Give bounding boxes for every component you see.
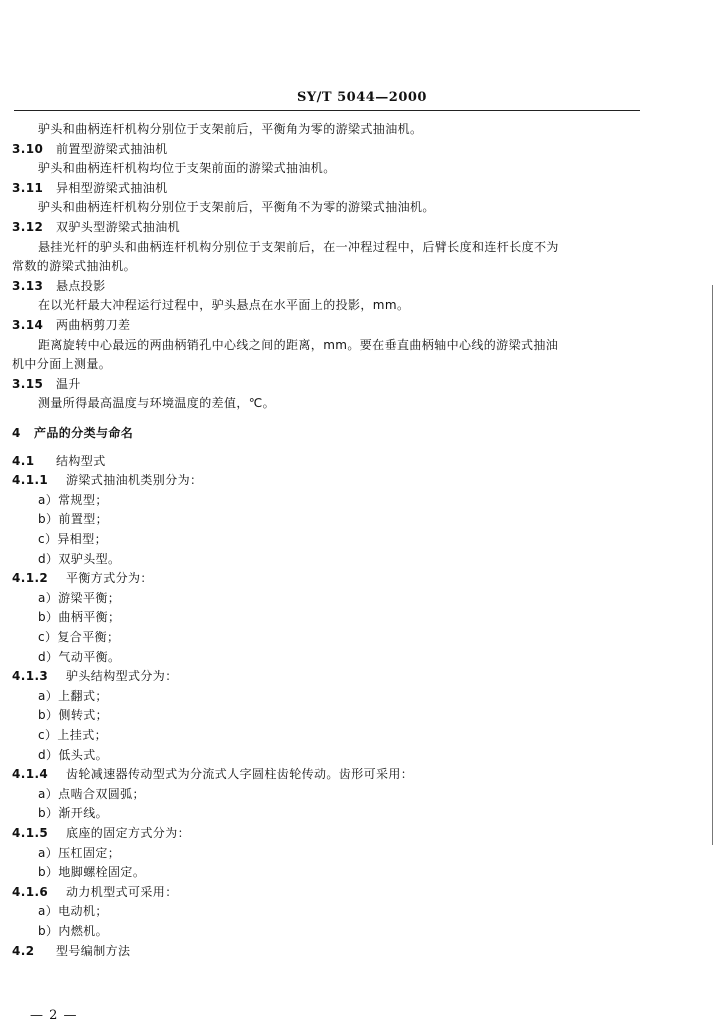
section-heading (12, 944, 130, 958)
paragraph-line (38, 396, 275, 410)
section-title: 驴头结构型式分为： (66, 669, 178, 684)
paragraph-line (38, 512, 108, 526)
paragraph-line (38, 298, 409, 312)
section-number: 4.1.3 (12, 669, 49, 684)
section-title: 双驴头型游梁式抽油机 (56, 220, 181, 234)
paragraph-line (38, 806, 108, 820)
line-text: b）内燃机。 (38, 924, 109, 938)
section-heading (12, 279, 106, 293)
line-text: 在以光杆最大冲程运行过程中，驴头悬点在水平面上的投影，mm。 (38, 298, 410, 313)
line-text: 测量所得最高温度与环境温度的差值，℃。 (38, 396, 276, 411)
line-text: c）异相型； (38, 532, 107, 546)
line-text: b）渐开线。 (38, 806, 109, 821)
page-number: — 2 — (30, 1008, 78, 1023)
section-title: 结构型式 (56, 453, 106, 468)
line-text: d）低头式。 (38, 747, 109, 762)
section-number: 4.1 (12, 453, 35, 468)
chapter-heading (12, 426, 133, 440)
paragraph-line (38, 610, 120, 624)
section-number: 3.12 (12, 220, 44, 234)
paragraph-line (38, 161, 336, 175)
section-heading (12, 220, 180, 234)
section-number: 4.2 (12, 943, 35, 958)
section-number: 3.13 (12, 278, 44, 293)
section-number: 4.1.4 (12, 767, 49, 782)
section-number: 4 (12, 426, 21, 440)
line-text: 驴头和曲柄连杆机构分别位于支架前后，平衡角不为零的游梁式抽油机。 (38, 200, 435, 215)
section-number: 3.15 (12, 376, 44, 391)
section-heading (12, 885, 178, 899)
section-heading (12, 318, 130, 332)
section-number: 4.1.5 (12, 826, 49, 840)
line-text: b）前置型； (38, 512, 109, 527)
line-text: 常数的游梁式抽油机。 (12, 259, 137, 274)
line-text: 机中分面上测量。 (12, 357, 112, 372)
document-code-header: SY/T 5044—2000 (297, 90, 427, 105)
paragraph-line (38, 338, 558, 352)
paragraph-line (38, 787, 145, 801)
scan-edge-mark (712, 285, 717, 845)
section-heading (12, 767, 413, 781)
header-rule (14, 110, 640, 111)
line-text: b）地脚螺栓固定。 (38, 865, 146, 880)
line-text: c）复合平衡； (38, 630, 120, 644)
line-text: d）双驴头型。 (38, 551, 121, 566)
section-number: 3.11 (12, 180, 44, 195)
line-text: 驴头和曲柄连杆机构分别位于支架前后，平衡角为零的游梁式抽油机。 (38, 122, 423, 136)
paragraph-line (38, 591, 120, 605)
section-number: 4.1.6 (12, 884, 49, 899)
line-text: d）气动平衡。 (38, 649, 121, 664)
line-text: a）点啮合双圆弧； (38, 786, 145, 801)
paragraph-line (38, 532, 107, 546)
section-title: 型号编制方法 (56, 943, 131, 958)
paragraph-line (38, 904, 108, 918)
section-title: 游梁式抽油机类别分为： (66, 473, 203, 488)
section-title: 异相型游梁式抽油机 (56, 180, 168, 195)
section-number: 4.1.1 (12, 473, 49, 488)
line-text: a）压杠固定； (38, 845, 121, 860)
paragraph-line (38, 650, 120, 664)
line-text: b）曲柄平衡； (38, 610, 121, 625)
section-title: 齿轮减速器传动型式为分流式人字圆柱齿轮传动。齿形可采用： (66, 767, 414, 782)
paragraph-line (38, 924, 108, 938)
line-text: 驴头和曲柄连杆机构均位于支架前面的游梁式抽油机。 (38, 161, 336, 176)
paragraph-line (12, 357, 111, 371)
section-heading (12, 826, 190, 840)
section-heading (12, 454, 106, 468)
section-heading (12, 669, 178, 683)
paragraph-line (38, 708, 108, 722)
section-heading (12, 571, 153, 585)
section-heading (12, 377, 81, 391)
paragraph-line (38, 630, 119, 644)
section-title: 产品的分类与命名 (34, 426, 134, 440)
section-number: 3.14 (12, 318, 44, 332)
section-number: 4.1.2 (12, 571, 49, 586)
paragraph-line (38, 689, 108, 703)
section-heading (12, 142, 168, 156)
paragraph-line (38, 240, 559, 254)
line-text: a）游梁平衡； (38, 590, 121, 605)
section-heading (12, 473, 202, 487)
section-number: 3.10 (12, 141, 44, 156)
paragraph-line (38, 865, 145, 879)
section-title: 底座的固定方式分为： (66, 826, 191, 840)
line-text: b）侧转式； (38, 708, 109, 723)
line-text: a）电动机； (38, 904, 108, 919)
line-text: c）上挂式； (38, 728, 107, 742)
paragraph-line (12, 259, 136, 273)
line-text: a）上翻式； (38, 688, 108, 703)
line-text: 距离旋转中心最远的两曲柄销孔中心线之间的距离，mm。要在垂直曲柄轴中心线的游梁式抽油 (38, 337, 559, 352)
line-text: a）常规型； (38, 492, 108, 507)
paragraph-line (38, 122, 422, 136)
paragraph-line (38, 552, 120, 566)
section-title: 平衡方式分为： (66, 571, 153, 586)
line-text: 悬挂光杆的驴头和曲柄连杆机构分别位于支架前后，在一冲程过程中，后臂长度和连杆长度不为 (38, 239, 559, 254)
paragraph-line (38, 200, 435, 214)
section-title: 悬点投影 (56, 278, 106, 293)
paragraph-line (38, 846, 120, 860)
paragraph-line (38, 728, 107, 742)
section-heading (12, 181, 168, 195)
section-title: 两曲柄剪刀差 (56, 318, 131, 332)
paragraph-line (38, 748, 108, 762)
paragraph-line (38, 493, 108, 507)
section-title: 动力机型式可采用： (66, 884, 178, 899)
section-title: 前置型游梁式抽油机 (56, 141, 168, 156)
section-title: 温升 (56, 376, 81, 391)
